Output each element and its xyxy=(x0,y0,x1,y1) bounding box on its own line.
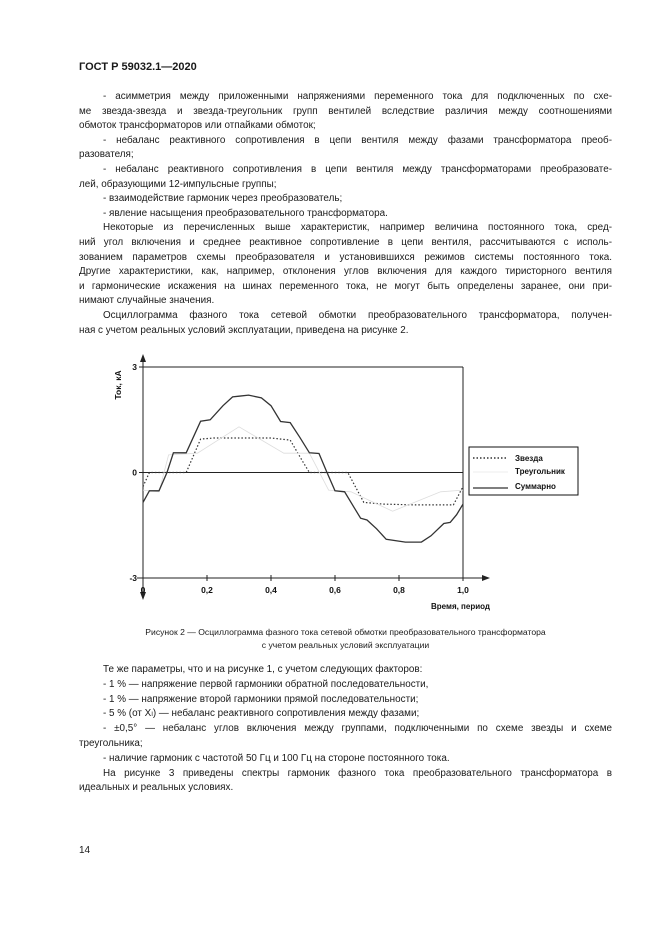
x-axis-label: Время, период xyxy=(431,602,490,611)
text-line: Осциллограмма фазного тока сетевой обмотки преобразовательного трансформатора, получен- xyxy=(103,309,612,321)
text-line: идеальных и реальных условиях. xyxy=(79,782,234,794)
text-line: разователя; xyxy=(79,149,134,161)
text-line: - ±0,5° — небаланс углов включения между группами, подключенными по схеме звезды и схеме xyxy=(103,723,612,735)
text-line: - 1 % — напряжение первой гармоники обратной последовательности, xyxy=(103,678,429,690)
y-tick-label: -3 xyxy=(129,573,137,583)
text-line: ная с учетом реальных условий эксплуатации, приведена на рисунке 2. xyxy=(79,324,409,336)
text-line: - явление насыщения преобразовательного трансформатора. xyxy=(103,207,388,219)
page-number: 14 xyxy=(79,845,91,856)
x-tick-label: 0,2 xyxy=(201,585,213,595)
text-line: ме звезда-звезда и звезда-треугольник групп вентилей вследствие различия между соотношениями xyxy=(79,105,612,117)
text-line: и гармонические искажения на шинах переменного тока, не могут быть определены заранее, они при- xyxy=(79,280,612,292)
y-axis-label: Ток, кА xyxy=(113,370,123,400)
series-line-sum xyxy=(143,395,463,542)
text-line: лей, образующими 12-импульсные группы; xyxy=(79,178,277,190)
text-line: Некоторые из перечисленных выше характеристик, например величина постоянного тока, сред- xyxy=(103,222,612,234)
text-line: обмоток трансформаторов или отпайками обмоток; xyxy=(79,120,316,132)
chart-axes xyxy=(129,354,490,600)
legend-label-star: Звезда xyxy=(515,454,543,463)
y-axis-arrow-up-icon xyxy=(140,354,146,362)
figure-caption-line: Рисунок 2 — Осциллограмма фазного тока сетевой обмотки преобразовательного трансформатора xyxy=(145,627,546,637)
paragraph xyxy=(79,707,612,722)
x-tick-label: 0,6 xyxy=(329,585,341,595)
x-tick-label: 0,4 xyxy=(265,585,277,595)
text-line: треугольника; xyxy=(79,737,143,749)
text-line: - 1 % — напряжение второй гармоники прямой последовательности; xyxy=(103,693,419,705)
x-tick-label: 0 xyxy=(140,585,146,595)
x-tick-label: 1,0 xyxy=(457,585,469,595)
paragraph xyxy=(79,693,612,708)
legend-label-sum: Суммарно xyxy=(515,482,556,491)
text-line: - небаланс реактивного сопротивления в цепи вентиля между трансформаторами преобразовате- xyxy=(103,163,612,175)
text-line: Те же параметры, что и на рисунке 1, с учетом следующих факторов: xyxy=(103,664,423,675)
text-line: - наличие гармоник с частотой 50 Гц и 100 Гц на стороне постоянного тока. xyxy=(103,752,450,764)
legend-label-triangle: Треугольник xyxy=(515,467,565,476)
chart-series xyxy=(143,395,463,542)
x-tick-label: 0,8 xyxy=(393,585,405,595)
x-axis-arrow-icon xyxy=(482,575,490,581)
figure-caption xyxy=(79,626,612,651)
text-line: - асимметрия между приложенными напряжениями переменного тока для подключенных по схе- xyxy=(103,91,612,102)
text-line: - 5 % (от Xₗ) — небаланс реактивного сопротивления между фазами; xyxy=(103,708,420,720)
legend xyxy=(469,447,578,495)
y-tick-label: 0 xyxy=(132,467,137,478)
paragraph xyxy=(79,767,612,797)
text-line: нимают случайные значения. xyxy=(79,295,215,307)
paragraph xyxy=(79,678,612,693)
series-line-triangle xyxy=(143,427,463,511)
body-text-bottom xyxy=(79,663,612,796)
text-line: ний угол включения и среднее реактивное сопротивление в цепи вентиля, рассчитываются с исполь- xyxy=(79,236,612,248)
paragraph xyxy=(79,722,612,752)
paragraph xyxy=(79,663,612,678)
text-line: На рисунке 3 приведены спектры гармоник фазного тока преобразовательного трансформатора в xyxy=(103,767,612,779)
paragraph xyxy=(79,752,612,767)
text-line: Другие характеристики, как, например, отклонения углов включения для каждого тиристорного вентиля xyxy=(79,266,612,278)
series-line-star xyxy=(143,438,463,505)
text-line: зованием параметров схемы преобразователя и установившихся режимов системы постоянного тока. xyxy=(79,251,612,263)
document-header: ГОСТ Р 59032.1—2020 xyxy=(79,61,197,73)
text-line: - небаланс реактивного сопротивления в цепи вентиля между фазами трансформатора преоб- xyxy=(103,134,612,146)
y-tick-label: 3 xyxy=(132,362,137,372)
figure-caption-line: с учетом реальных условий эксплуатации xyxy=(261,639,430,650)
text-line: - взаимодействие гармоник через преобразователь; xyxy=(103,193,343,205)
